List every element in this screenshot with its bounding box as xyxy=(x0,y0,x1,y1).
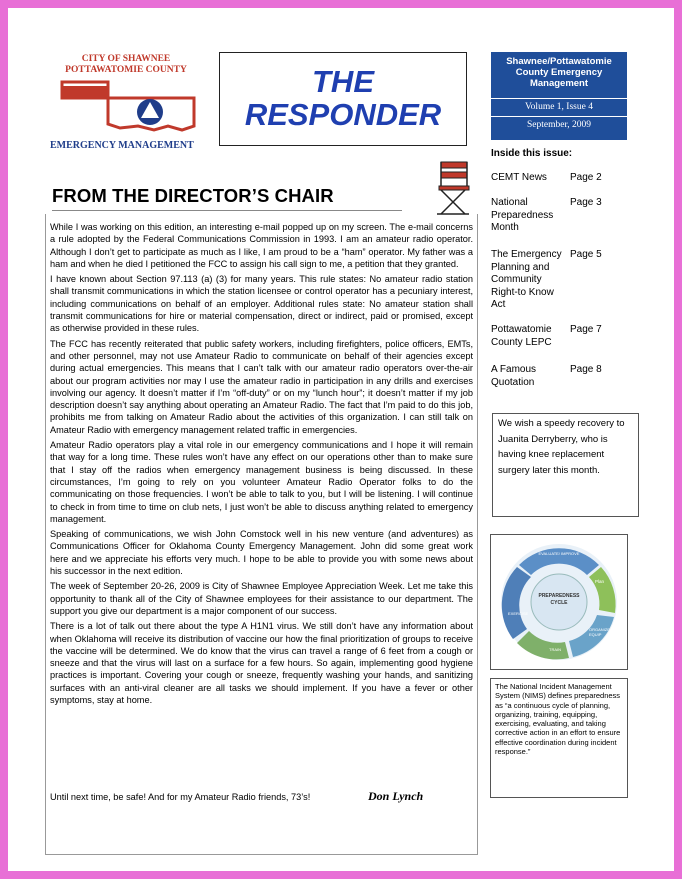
cycle-step-plan: Plan xyxy=(595,579,605,584)
logo-county-text: POTTAWATOMIE COUNTY xyxy=(65,65,187,75)
director-paragraph: I have known about Section 97.113 (a) (3) for many years. This rule states: No amateur radio station shall transmit communications in which the station licensee or control operator has a pecuniary interest, including communications on behalf of an employer. Additional rules state: No amateur station shall transmit communications for hire or material compensation, direct or indirect, paid or promised, except as otherwise provided in these rules. xyxy=(50,274,473,334)
issue-volume: Volume 1, Issue 4 xyxy=(491,98,627,116)
cycle-center-line2: CYCLE xyxy=(550,600,568,606)
issue-org-name: Shawnee/Pottawatomie County Emergency Management xyxy=(506,56,612,89)
director-closing: Until next time, be safe! And for my Amateur Radio friends, 73’s! xyxy=(50,792,311,802)
director-paragraph: Speaking of communications, we wish John Comstock well in his new venture (and adventures) as Communications Officer for Oklahoma County Emergency Management. John did some great work here and we appreciate his efforts very much. I hope to be able to provide you with some news about his successor in the next edition. xyxy=(50,529,473,577)
agency-logo xyxy=(50,54,202,154)
director-signature: Don Lynch xyxy=(368,789,424,803)
contents-item-title: Pottawatomie County LEPC xyxy=(491,324,552,348)
contents-item-title: The Emergency Planning and Community Right-to Know Act xyxy=(491,249,562,310)
recovery-note-box xyxy=(492,413,639,517)
newsletter-title-box xyxy=(219,52,467,146)
cycle-step-train: TRAIN xyxy=(549,647,561,652)
contents-heading: Inside this issue: xyxy=(491,148,573,159)
contents-item-title: A Famous Quotation xyxy=(491,364,537,388)
director-chair-icon xyxy=(433,158,473,218)
director-paragraph: The week of September 20-26, 2009 is City of Shawnee Employee Appreciation Week. Let me take this opportunity to thank all of the City of Shawnee employees for their assistance to our department. The support you give our department is a major component of our success. xyxy=(50,581,473,616)
preparedness-cycle-figure xyxy=(490,534,628,670)
contents-item-page: Page 8 xyxy=(570,364,602,375)
director-body xyxy=(50,221,473,709)
director-heading: FROM THE DIRECTOR’S CHAIR xyxy=(52,185,402,211)
cycle-center-label xyxy=(531,593,587,607)
oklahoma-state-icon xyxy=(58,76,198,136)
recovery-note-text: We wish a speedy recovery to Juanita Derryberry, who is having knee replacement surgery later this month. xyxy=(498,418,625,476)
issue-date: September, 2009 xyxy=(491,116,627,134)
cycle-center-line1: PREPAREDNESS xyxy=(538,593,580,599)
cycle-step-evaluate: EVALUATE/ IMPROVE xyxy=(538,551,580,556)
contents-item-page: Page 3 xyxy=(570,197,602,208)
contents-item-page: Page 5 xyxy=(570,249,602,260)
director-paragraph: There is a lot of talk out there about the type A H1N1 virus. We still don’t have any information about when Oklahoma will receive its distribution of vaccine our how the final prioritization of groups to receive the vaccine will be determined. We do know that the virus can travel a range of 6 feet from a cough or sneeze and that the virus will last on a surface for a few hours. So again, implementing good hygiene practices is important. Covering your cough or sneeze, frequently washing your hands, and sanitizing surfaces with an anti-viral cleaner are all tasks we should implement. If you have a fever or other symptoms, stay at home. xyxy=(50,621,473,705)
director-column xyxy=(45,214,478,855)
nims-note-box xyxy=(490,678,628,798)
contents-item-title: National Preparedness Month xyxy=(491,197,554,233)
logo-agency-text: EMERGENCY MANAGEMENT xyxy=(50,140,194,151)
contents-item-title: CEMT News xyxy=(491,172,547,183)
director-paragraph: While I was working on this edition, an interesting e-mail popped up on my screen. The e-mail concerns a rule adopted by the Federal Communications Commission in 1993. I am an amateur radio operator. Although I don’t get to participate as much as I like, I am proud to be a “ham” operator. My father was a ham and when he died I petitioned the FCC to assign his call sign to me, a petition that they granted. xyxy=(50,222,473,269)
newsletter-page xyxy=(8,8,674,871)
director-paragraph: Amateur Radio operators play a vital role in our emergency communications and I hope it will remain that way for a long time. These rules won’t have any effect on our operations other than to make sure that I stay off the radios when emergency management business is being discussed. In these circumstances, I’m going to rely on you volunteer Amateur Radio Operator folks to do the communicating on those frequencies. I won’t be able to talk to you, but I will be listening. I will continue to check in from time to time on club nets, I just won’t be able to discuss anything related to emergency management. xyxy=(50,440,473,524)
contents-item-page: Page 2 xyxy=(570,172,602,183)
nims-note-text: The National Incident Management System (NIMS) defines preparedness as “a continuous cycle of planning, organizing, training, equipping, exercising, evaluating, and taking corrective action in an effort to ensure effective coordination during incident response.” xyxy=(495,682,621,757)
title-line-the: THE xyxy=(312,64,374,99)
director-paragraph: The FCC has recently reiterated that public safety workers, including firefighters, police officers, EMTs, and other personnel, may not use Amateur Radio to communicate on behalf of their agencies except during actual emergencies. This means that I can’t talk with our amateur radio operators over-the-air about our program activities nor may I use the amateur radio in participation in any drills and exercises involving our agency. It doesn’t matter if I’m “off-duty” or on my “lunch hour”; it doesn’t matter if my job description doesn’t say anything about operating an Amateur Radio. The fact that I’m paid to do this job, prohibits me from talking on Amateur Radio about the activities of this organization. I can still talk on Amateur Radio with emergency management related traffic in emergencies. xyxy=(50,338,473,435)
title-line-responder: RESPONDER xyxy=(244,97,442,132)
issue-info-box xyxy=(491,52,627,140)
logo-city-text: CITY OF SHAWNEE xyxy=(81,54,171,64)
contents-item-page: Page 7 xyxy=(570,324,602,335)
cycle-step-exercise: EXERCISE xyxy=(508,611,529,616)
cycle-step-organize: ORGANIZE/ EQUIP xyxy=(589,627,612,637)
